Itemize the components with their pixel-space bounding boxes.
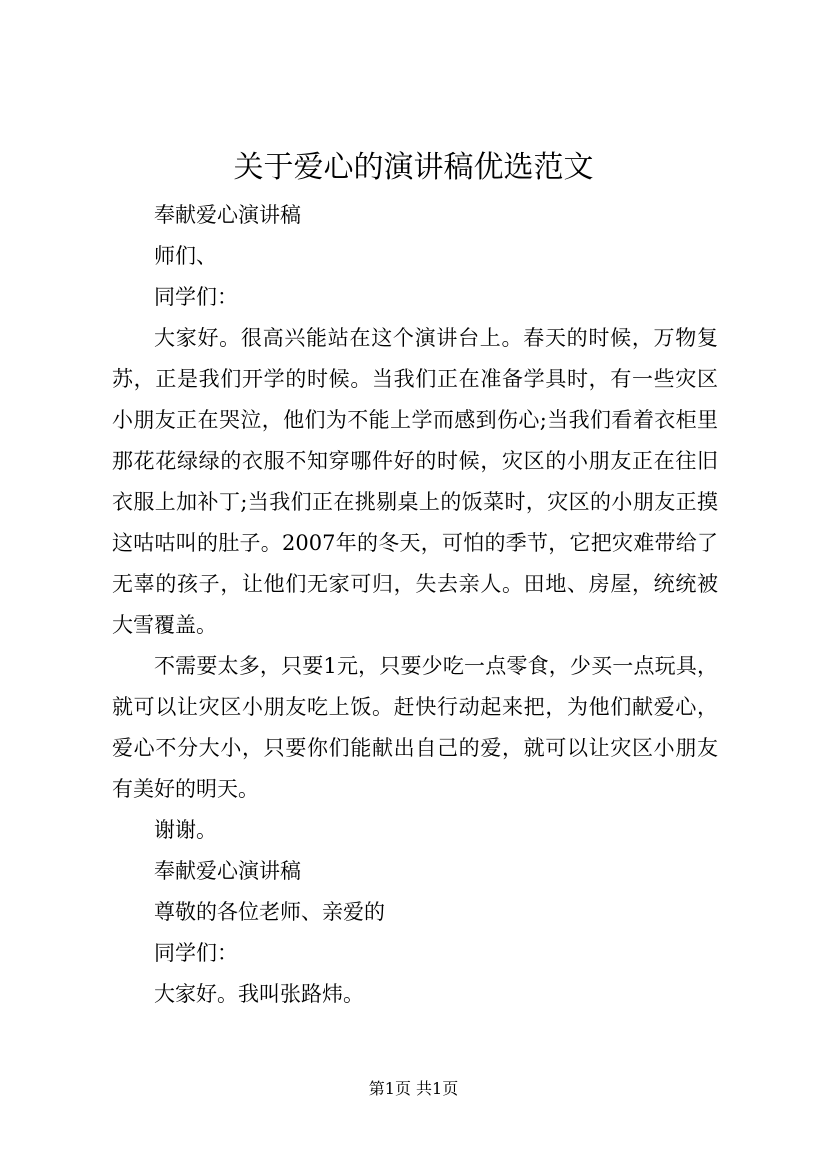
- document-body: [112, 195, 718, 1015]
- document-title: 关于爱心的演讲稿优选范文: [233, 150, 594, 185]
- paragraph: 谢谢。: [154, 818, 217, 842]
- paragraph: 同学们：: [154, 941, 238, 965]
- page-footer: 第1页 共1页: [368, 1079, 459, 1098]
- paragraph: 奉献爱心演讲稿: [154, 203, 301, 227]
- paragraph: 同学们：: [154, 285, 238, 309]
- paragraph: 不需要太多，只要1元，只要少吃一点零食，少买一点玩具，就可以让灾区小朋友吃上饭。赶快行动起来把，为他们献爱心，爱心不分大小，只要你们能献出自己的爱，就可以让灾区小朋友有美好的明天。: [112, 654, 718, 801]
- paragraph: 奉献爱心演讲稿: [154, 859, 301, 883]
- paragraph: 大家好。很高兴能站在这个演讲台上。春天的时候，万物复苏，正是我们开学的时候。当我们正在准备学具时，有一些灾区小朋友正在哭泣，他们为不能上学而感到伤心;当我们看着衣柜里那花花绿绿的衣服不知穿哪件好的时候，灾区的小朋友正在往旧衣服上加补丁;当我们正在挑剔桌上的饭菜时，灾区的小朋友正摸这咕咕叫的肚子。2007年的冬天，可怕的季节，它把灾难带给了无辜的孩子，让他们无家可归，失去亲人。田地、房屋，统统被大雪覆盖。: [112, 326, 718, 637]
- paragraph: 尊敬的各位老师、亲爱的: [154, 900, 385, 924]
- paragraph: 师们、: [154, 244, 217, 268]
- paragraph: 大家好。我叫张路炜。: [154, 982, 364, 1006]
